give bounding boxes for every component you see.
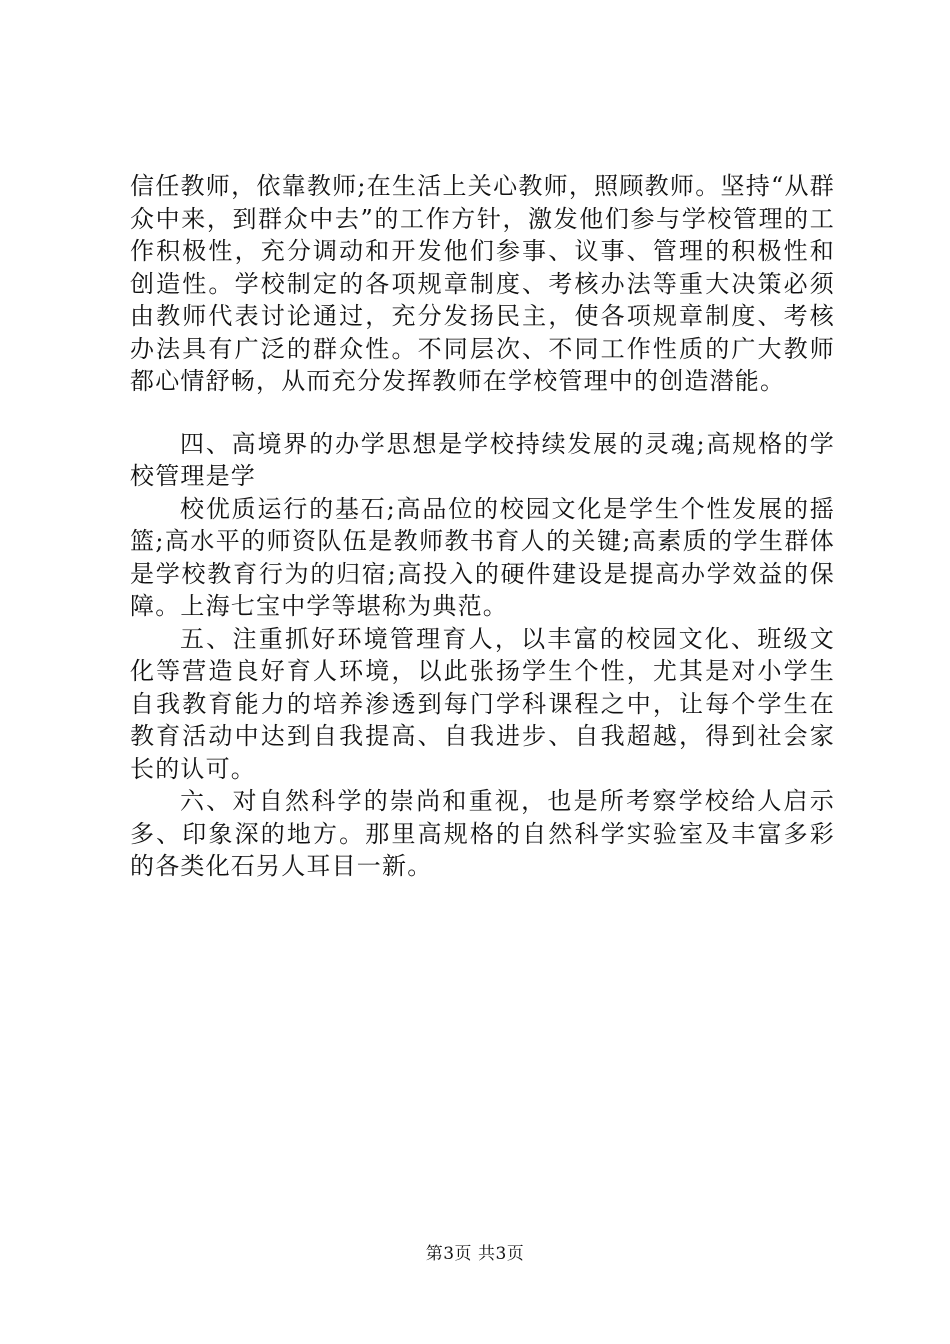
paragraph-four-body: 校优质运行的基石;高品位的校园文化是学生个性发展的摇篮;高水平的师资队伍是教师教书育人的关键;高素质的学生群体是学校教育行为的归宿;高投入的硬件建设是提高办学效益的保障。上海七宝中学等堪称为典范。 xyxy=(130,494,835,620)
document-body xyxy=(130,170,835,883)
page-footer xyxy=(0,1242,950,1266)
paragraph-six: 六、对自然科学的崇尚和重视，也是所考察学校给人启示多、印象深的地方。那里高规格的自然科学实验室及丰富多彩的各类化石另人耳目一新。 xyxy=(130,787,835,880)
page-number-label: 第3页 共3页 xyxy=(425,1244,525,1264)
paragraph-five: 五、注重抓好环境管理育人，以丰富的校园文化、班级文化等营造良好育人环境，以此张扬学生个性，尤其是对小学生自我教育能力的培养渗透到每门学科课程之中，让每个学生在教育活动中达到自我提高、自我进步、自我超越，得到社会家长的认可。 xyxy=(130,624,835,783)
paragraph-teacher-trust: 信任教师，依靠教师;在生活上关心教师，照顾教师。坚持“从群众中来，到群众中去”的工作方针，激发他们参与学校管理的工作积极性，充分调动和开发他们参事、议事、管理的积极性和创造性。学校制定的各项规章制度、考核办法等重大决策必须由教师代表讨论通过，充分发扬民主，使各项规章制度、考核办法具有广泛的群众性。不同层次、不同工作性质的广大教师都心情舒畅，从而充分发挥教师在学校管理中的创造潜能。 xyxy=(130,172,835,395)
paragraph-four-heading: 四、高境界的办学思想是学校持续发展的灵魂;高规格的学校管理是学 xyxy=(130,429,835,490)
